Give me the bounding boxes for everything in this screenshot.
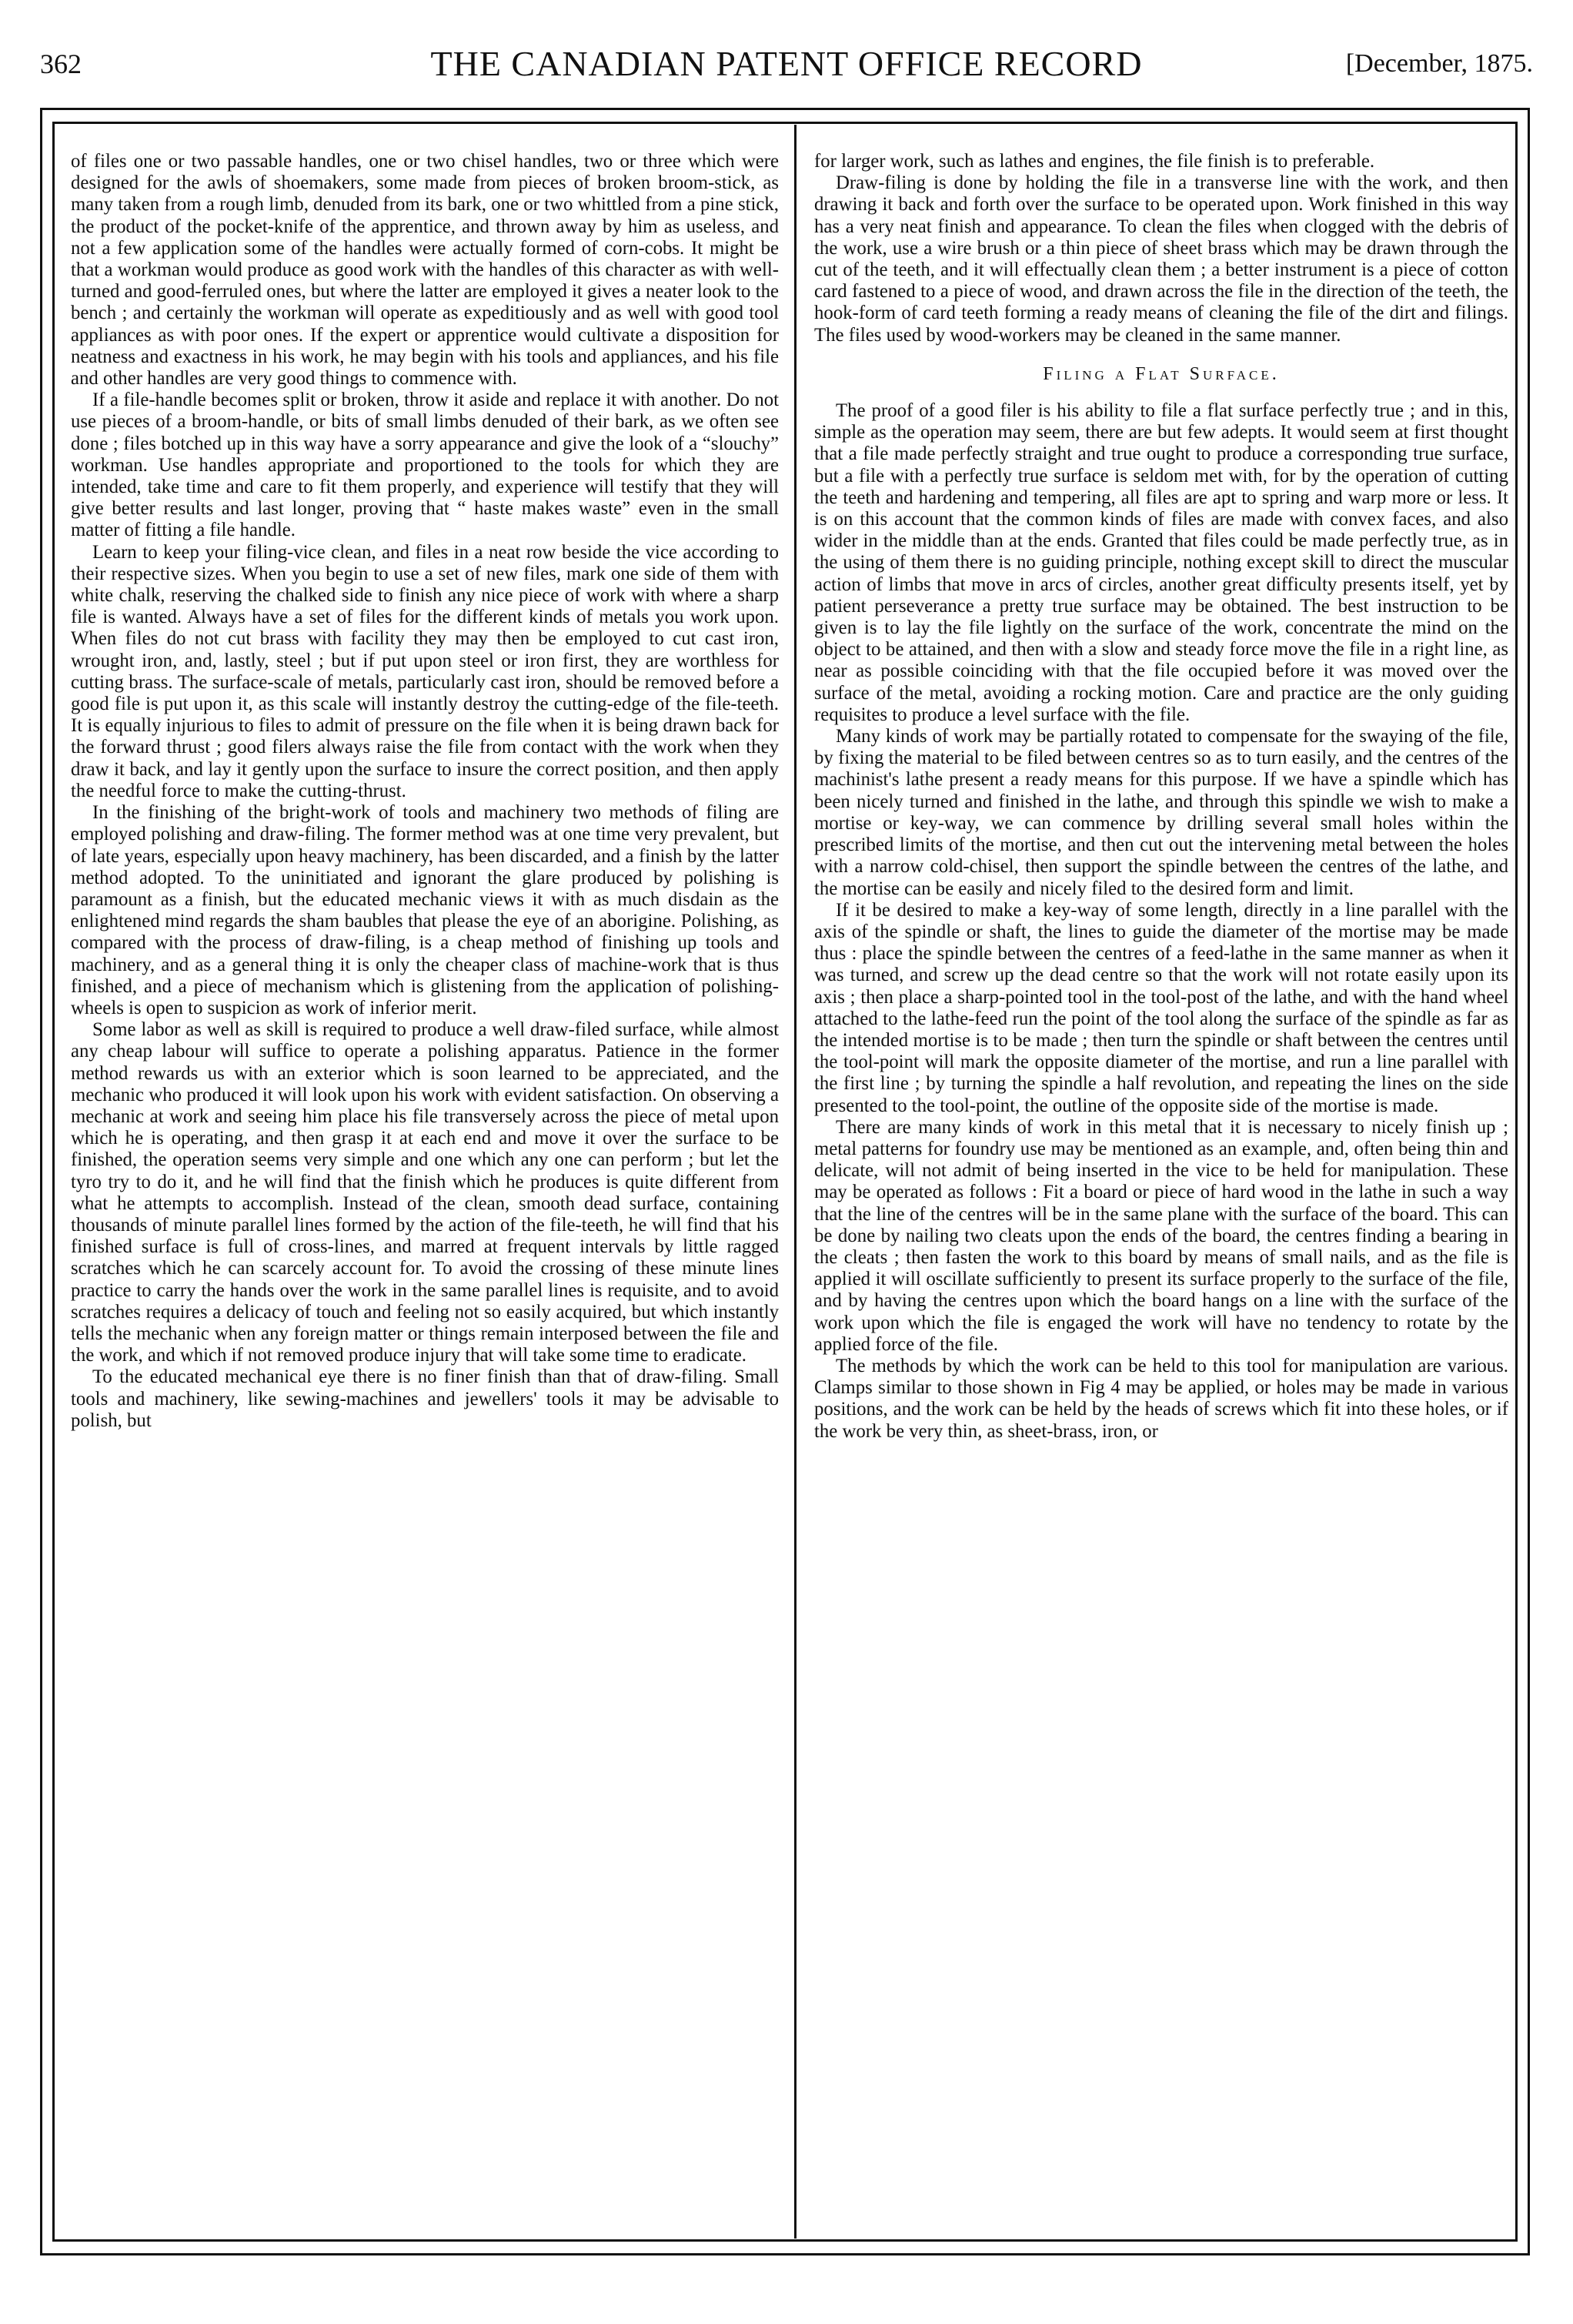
column-rule <box>794 125 797 2239</box>
body-paragraph: for larger work, such as lathes and engines, the file finish is to preferable. <box>814 151 1375 172</box>
left-column <box>71 151 779 2229</box>
body-paragraph: If a file-handle becomes split or broken, throw it aside and replace it with another. Do not use pieces of a broom-handle, or bits of small limbs denuded of their bark, as we often see done ; files botched up in this way have a sorry appearance and give the look of a “slouchy” workman. Use handles appropriate and proportioned to the tools for which they are intended, take time and care to fit them properly, and experience will testify that they will give better results and last longer, proving that “ haste makes waste” even in the small matter of fitting a file handle. <box>71 390 779 541</box>
page-header <box>40 43 1533 89</box>
body-paragraph: Many kinds of work may be partially rotated to compensate for the swaying of the file, by fixing the material to be filed between centres so as to turn easily, and the centres of the machinist's lathe present a ready means for this purpose. If we have a spindle which has been nicely turned and finished in the lathe, and through this spindle we wish to make a mortise or key-way, we can commence by drilling several small holes within the prescribed limits of the mortise, and then cut out the intervening metal between the holes with a narrow cold-chisel, then support the spindle between the centres of the lathe, and the mortise can be easily and nicely filed to the desired form and limit. <box>814 726 1508 899</box>
body-paragraph: of files one or two passable handles, one or two chisel handles, two or three which were designed for the awls of shoemakers, some made from pieces of broken broom-stick, as many taken from a rough limb, denuded from its bark, one or two whittled from a pine stick, the product of the pocket-knife of the apprentice, and thrown away by him as useless, and not a few application some of the handles were actually formed of corn-cobs. It might be that a workman would produce as good work with the handles of this character as with well-turned and good-ferruled ones, but where the latter are employed it gives a neater look to the bench ; and certainly the workman will operate as expeditiously and as well with good tool appliances as with poor ones. If the expert or apprentice would cultivate a disposition for neatness and exactness in his work, he may begin with his tools and appliances, and his file and other handles are very good things to commence with. <box>71 151 779 390</box>
body-paragraph: Draw-filing is done by holding the file in a transverse line with the work, and then drawing it back and forth over the surface to be operated upon. Work finished in this way has a very neat finish and appearance. To clean the files when clogged with the debris of the work, use a wire brush or a thin piece of sheet brass which may be drawn through the cut of the teeth, and it will effectually clean them ; a better instrument is a piece of cotton card fastened to a piece of wood, and drawn across the file in the direction of the teeth, the hook-form of card teeth forming a ready means of cleaning the file of the dirt and filings. The files used by wood-workers may be cleaned in the same manner. <box>814 172 1508 346</box>
section-heading: Filing a Flat Surface. <box>1043 363 1280 384</box>
journal-title: THE CANADIAN PATENT OFFICE RECORD <box>430 44 1143 83</box>
body-paragraph: Learn to keep your filing-vice clean, and files in a neat row beside the vice according to their respective sizes. When you begin to use a set of new files, mark one side of them with white chalk, reserving the chalked side to finish any nice piece of work with where a sharp file is wanted. Always have a set of files for the different kinds of metals you work upon. When files do not cut brass with facility they may then be employed to cut cast iron, wrought iron, and, lastly, steel ; but if put upon steel or iron first, they are worthless for cutting brass. The surface-scale of metals, particularly cast iron, should be removed before a good file is put upon it, as this scale will instantly destroy the cutting-edge of the file-teeth. It is equally injurious to files to admit of pressure on the file when it is being drawn back for the forward thrust ; good filers always raise the file from contact with the work when they draw it back, and lay it gently upon the surface to insure the correct position, and then apply the needful force to make the cutting-thrust. <box>71 541 779 801</box>
body-paragraph: In the finishing of the bright-work of tools and machinery two methods of filing are employed polishing and draw-filing. The former method was at one time very prevalent, but of late years, especially upon heavy machinery, has been discarded, and a finish by the latter method adopted. To the uninitiated and ignorant the glare produced by polishing is paramount as a finish, but the educated mechanic views it with as much disdain as the enlightened mind regards the sham baubles that please the eye of an aborigine. Polishing, as compared with the process of draw-filing, is a cheap method of finishing up tools and machinery, and as a general thing it is only the cheaper class of machine-work that is thus finished, and a piece of mechanism which is glistening from the application of polishing-wheels is open to suspicion as work of inferior merit. <box>71 802 779 1018</box>
right-column <box>814 151 1508 2229</box>
body-paragraph: If it be desired to make a key-way of some length, directly in a line parallel with the axis of the spindle or shaft, the lines to guide the diameter of the mortise may be made thus : place the spindle between the centres of a feed-lathe in the same manner as when it was turned, and screw up the dead centre so that the work will not rotate easily upon its axis ; then place a sharp-pointed tool in the tool-post of the lathe, and with the hand wheel attached to the lathe-feed run the point of the tool along the surface of the spindle as far as the intended mortise is to be made ; then turn the spindle or shaft between the centres until the tool-point will mark the opposite diameter of the mortise, and run a line parallel with the first line ; by turning the spindle a half revolution, and repeating the lines on the side presented to the tool-point, the outline of the opposite side of the mortise is made. <box>814 899 1508 1116</box>
body-paragraph: Some labor as well as skill is required to produce a well draw-filed surface, while almost any cheap labour will suffice to operate a polishing apparatus. Patience in the former method rewards us with an exterior which is soon learned to be appreciated, and the mechanic who produced it will look upon his work with evident satisfaction. On observing a mechanic at work and seeing him place his file transversely across the piece of metal upon which he is operating, and then grasp it at each end and move it over the surface to be finished, the operation seems very simple and one which any one can perform ; but let the tyro try to do it, and he will find that the finish which he produces is quite different from what he attempts to accomplish. Instead of the clean, smooth dead surface, containing thousands of minute parallel lines formed by the action of the file-teeth, he will find that his finished surface is full of cross-lines, and marred at frequent intervals by little ragged scratches which he can scarcely account for. To avoid the crossing of these minute lines practice to carry the hands over the work in the same parallel lines is requisite, and to avoid scratches requires a delicacy of touch and feeling not so easily acquired, but which instantly tells the mechanic when any foreign matter or things remain interposed between the file and the work, and which if not removed produce injury that will take some time to eradicate. <box>71 1019 779 1366</box>
page-number: 362 <box>40 48 82 79</box>
body-paragraph: To the educated mechanical eye there is no finer finish than that of draw-filing. Small tools and machinery, like sewing-machines and jewellers' tools it may be advisable to polish, but <box>71 1366 779 1431</box>
body-paragraph: There are many kinds of work in this metal that it is necessary to nicely finish up ; metal patterns for foundry use may be mentioned as an example, and, often being thin and delicate, will not admit of being inserted in the vice to be held for manipulation. These may be operated as follows : Fit a board or piece of hard wood in the lathe in such a way that the line of the centres will be in the same plane with the surface of the board. This can be done by nailing two cleats upon the ends of the board, the centres finding a bearing in the cleats ; then fasten the work to this board by means of small nails, and as the file is applied it will oscillate sufficiently to present its surface properly to the surface of the file, and by having the centres upon which the board hangs on a line with the surface of the work upon which the file is engaged the work will have no tendency to rotate by the applied force of the file. <box>814 1116 1508 1355</box>
body-paragraph: The methods by which the work can be held to this tool for manipulation are various. Clamps similar to those shown in Fig 4 may be applied, or holes may be made in various positions, and the work can be held by the heads of screws which fit into these holes, or if the work be very thin, as sheet-brass, iron, or <box>814 1355 1508 1442</box>
body-paragraph: The proof of a good filer is his ability to file a flat surface perfectly true ; and in this, simple as the operation may seem, there are but few adepts. It would seem at first thought that a file made perfectly straight and true ought to produce a corresponding true surface, but a file with a perfectly true surface is seldom met with, for by the operation of cutting the teeth and hardening and tempering, all files are apt to spring and warp more or less. It is on this account that the common kinds of files are made with convex faces, and also wider in the middle than at the ends. Granted that files could be made perfectly true, as in the using of them there is no guiding principle, nothing except skill to direct the muscular action of limbs that move in arcs of circles, another great difficulty presents itself, yet by patient perseverance a pretty true surface may be obtained. The best instruction to be given is to lay the file lightly on the surface of the work, concentrate the mind on the object to be attained, and then with a slow and steady force move the file in a right line, as near as possible coinciding with that the file occupied before it was moved over the surface of the metal, avoiding a rocking motion. Care and practice are the only guiding requisites to produce a level surface with the file. <box>814 400 1508 725</box>
issue-date: [December, 1875. <box>1345 49 1533 78</box>
